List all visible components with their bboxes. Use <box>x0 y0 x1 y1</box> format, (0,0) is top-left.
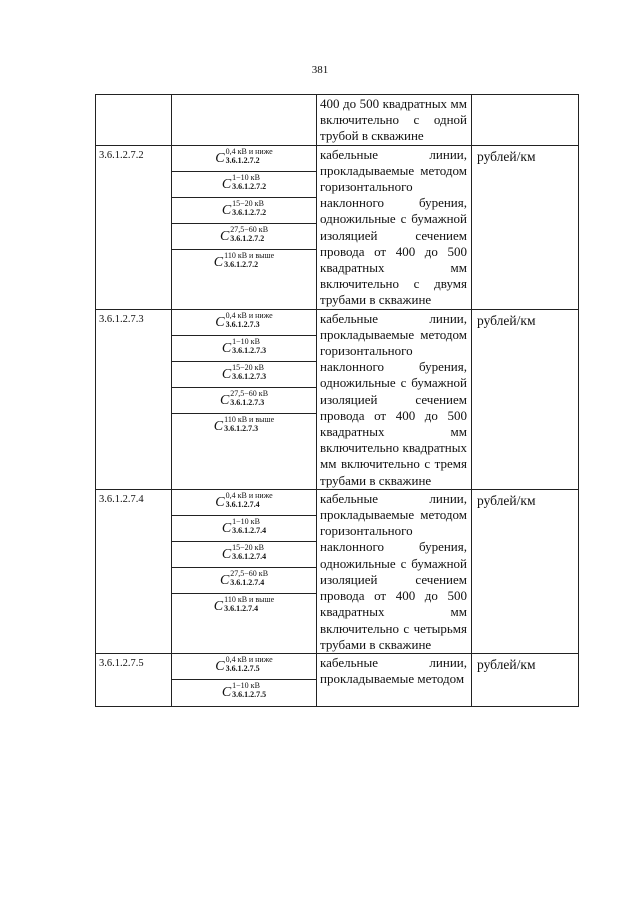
code-subscript: 3.6.1.2.7.2 <box>232 181 267 191</box>
symbol-letter: C <box>221 176 232 192</box>
symbol-letter: C <box>219 392 230 408</box>
code-subscript: 3.6.1.2.7.2 <box>225 155 260 165</box>
symbol-letter: C <box>221 684 232 700</box>
symbol-indices <box>232 516 266 535</box>
page-number: 381 <box>311 64 329 76</box>
symbol-indices <box>230 224 268 243</box>
symbol-indices <box>226 146 273 165</box>
code-subscript: 3.6.1.2.7.5 <box>225 663 260 673</box>
tariff-symbol <box>172 250 316 276</box>
symbol-letter: C <box>215 314 225 330</box>
symbol-indices <box>224 594 274 613</box>
code-cell <box>96 95 172 146</box>
tariff-symbol <box>172 388 316 414</box>
symbol-letter: C <box>219 228 230 244</box>
tariff-symbol <box>172 146 316 172</box>
tariff-symbol <box>172 594 316 620</box>
code-cell: 3.6.1.2.7.3 <box>96 309 172 489</box>
voltage-superscript: 0,4 кВ и ниже <box>225 310 273 320</box>
description-cell: кабельные линии, прокладываемые методом горизонтального наклонного бурения, одножильные с бумажной изоляцией сечением провода от 400 до 500 квадратных мм включительно с двумя трубами в скважине <box>317 145 472 309</box>
tariff-symbol <box>172 362 316 388</box>
code-subscript: 3.6.1.2.7.3 <box>224 423 259 433</box>
tariff-symbol <box>172 198 316 224</box>
symbol-letter: C <box>215 494 225 510</box>
table-row <box>96 653 579 706</box>
symbol-letter: C <box>221 520 232 536</box>
symbol-indices <box>232 542 266 561</box>
voltage-superscript: 15−20 кВ <box>232 362 264 372</box>
code-subscript: 3.6.1.2.7.3 <box>230 397 265 407</box>
voltage-superscript: 15−20 кВ <box>232 542 264 552</box>
symbol-indices <box>226 310 273 329</box>
symbol-indices <box>232 336 266 355</box>
voltage-superscript: 110 кВ и выше <box>224 594 275 604</box>
code-cell: 3.6.1.2.7.5 <box>96 653 172 706</box>
symbol-indices <box>226 654 273 673</box>
tariff-table-body <box>96 95 579 707</box>
voltage-superscript: 1−10 кВ <box>232 680 260 690</box>
symbol-indices <box>232 680 266 699</box>
symbol-letter: C <box>221 340 232 356</box>
tariff-symbol <box>172 490 316 516</box>
voltage-superscript: 0,4 кВ и ниже <box>225 490 273 500</box>
tariff-symbol <box>172 414 316 440</box>
symbol-indices <box>226 490 273 509</box>
tariff-table <box>95 94 579 707</box>
symbol-letter: C <box>213 418 224 434</box>
voltage-superscript: 1−10 кВ <box>232 516 260 526</box>
symbol-letter: C <box>221 366 232 382</box>
symbols-cell <box>172 489 317 653</box>
code-cell: 3.6.1.2.7.2 <box>96 145 172 309</box>
code-subscript: 3.6.1.2.7.3 <box>232 345 267 355</box>
symbols-cell <box>172 95 317 146</box>
unit-cell <box>472 95 579 146</box>
voltage-superscript: 27,5−60 кВ <box>230 388 269 398</box>
code-subscript: 3.6.1.2.7.3 <box>232 371 267 381</box>
tariff-symbol <box>172 310 316 336</box>
symbol-indices <box>224 414 274 433</box>
description-cell: кабельные линии, прокладываемые методом горизонтального наклонного бурения, одножильные с бумажной изоляцией сечением провода от 400 до 500 квадратных мм включительно с четырьмя трубами в скважине <box>317 489 472 653</box>
code-subscript: 3.6.1.2.7.3 <box>225 319 260 329</box>
tariff-symbol <box>172 336 316 362</box>
table-row <box>96 145 579 309</box>
code-subscript: 3.6.1.2.7.5 <box>232 689 267 699</box>
code-subscript: 3.6.1.2.7.2 <box>224 259 259 269</box>
tariff-symbol <box>172 568 316 594</box>
unit-cell: рублей/км <box>472 653 579 706</box>
description-cell: кабельные линии, прокладываемые методом горизонтального наклонного бурения, одножильные с бумажной изоляцией сечением провода от 400 до 500 квадратных мм включительно квадратных мм включительно с тремя трубами в скважине <box>317 309 472 489</box>
code-subscript: 3.6.1.2.7.2 <box>232 207 267 217</box>
symbol-indices <box>230 388 268 407</box>
code-subscript: 3.6.1.2.7.4 <box>232 525 267 535</box>
voltage-superscript: 0,4 кВ и ниже <box>225 146 273 156</box>
code-subscript: 3.6.1.2.7.2 <box>230 233 265 243</box>
symbol-letter: C <box>213 254 224 270</box>
symbol-indices <box>232 172 266 191</box>
unit-cell: рублей/км <box>472 489 579 653</box>
tariff-symbol <box>172 516 316 542</box>
voltage-superscript: 0,4 кВ и ниже <box>225 654 273 664</box>
code-subscript: 3.6.1.2.7.4 <box>230 577 265 587</box>
voltage-superscript: 15−20 кВ <box>232 198 264 208</box>
description-cell: кабельные линии, прокладываемые методом <box>317 653 472 706</box>
symbol-indices <box>230 568 268 587</box>
tariff-symbol <box>172 680 316 706</box>
symbols-cell <box>172 309 317 489</box>
symbol-letter: C <box>221 202 232 218</box>
symbol-letter: C <box>215 658 225 674</box>
table-row <box>96 309 579 489</box>
unit-cell: рублей/км <box>472 145 579 309</box>
code-subscript: 3.6.1.2.7.4 <box>232 551 267 561</box>
code-subscript: 3.6.1.2.7.4 <box>225 499 260 509</box>
tariff-symbol <box>172 172 316 198</box>
tariff-symbol <box>172 654 316 680</box>
voltage-superscript: 1−10 кВ <box>232 336 260 346</box>
code-cell: 3.6.1.2.7.4 <box>96 489 172 653</box>
voltage-superscript: 110 кВ и выше <box>224 414 275 424</box>
voltage-superscript: 27,5−60 кВ <box>230 224 269 234</box>
symbol-letter: C <box>213 598 224 614</box>
symbols-cell <box>172 145 317 309</box>
symbol-indices <box>232 198 266 217</box>
tariff-symbol <box>172 224 316 250</box>
symbol-letter: C <box>219 572 230 588</box>
voltage-superscript: 1−10 кВ <box>232 172 260 182</box>
symbol-letter: C <box>215 150 225 166</box>
unit-cell: рублей/км <box>472 309 579 489</box>
voltage-superscript: 27,5−60 кВ <box>230 568 269 578</box>
symbol-indices <box>232 362 266 381</box>
description-cell: 400 до 500 квадратных мм включительно с одной трубой в скважине <box>317 95 472 146</box>
symbol-letter: C <box>221 546 232 562</box>
table-row <box>96 95 579 146</box>
symbol-indices <box>224 250 274 269</box>
symbols-cell <box>172 653 317 706</box>
table-row <box>96 489 579 653</box>
code-subscript: 3.6.1.2.7.4 <box>224 603 259 613</box>
tariff-symbol <box>172 542 316 568</box>
voltage-superscript: 110 кВ и выше <box>224 250 275 260</box>
